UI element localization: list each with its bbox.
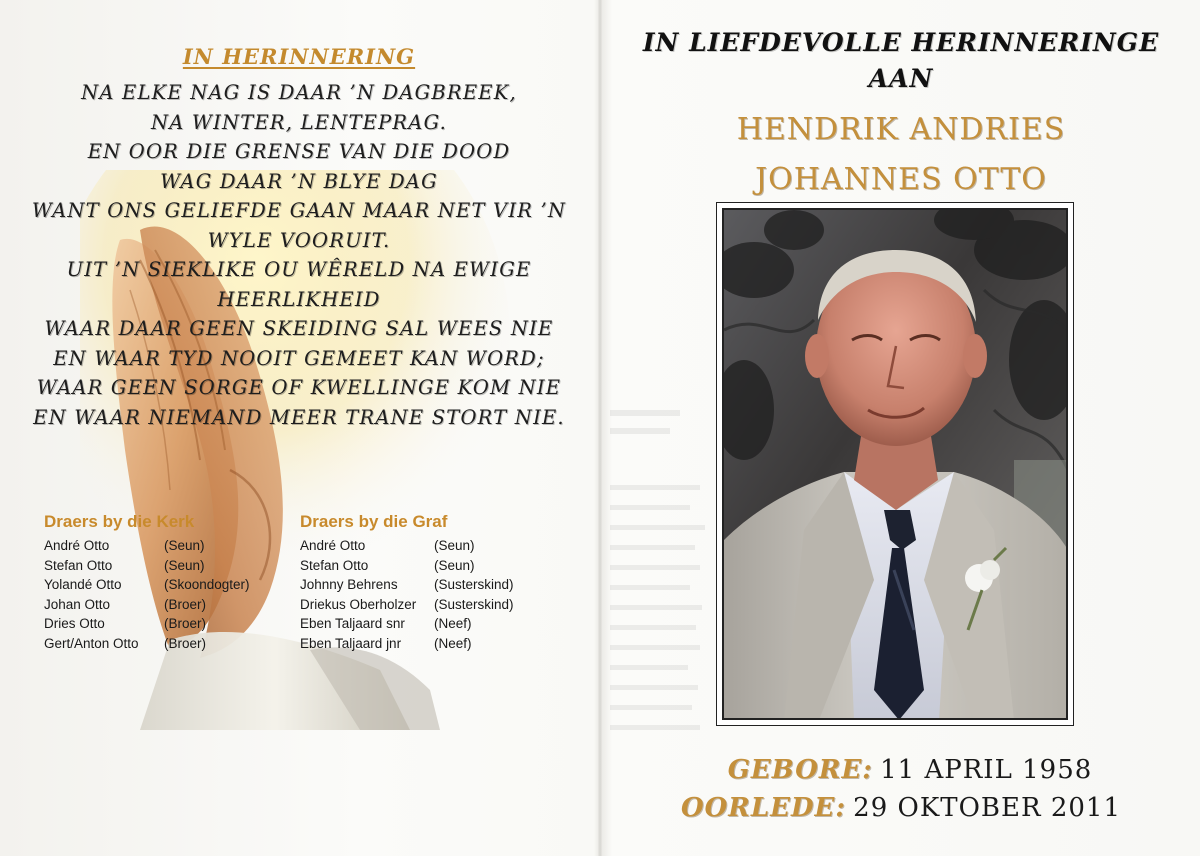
bearer-name: André Otto [44, 538, 110, 553]
poem-line: EN OOR DIE GRENSE VAN DIE DOOD [87, 140, 511, 163]
bearer-row [300, 634, 514, 654]
poem-line: WAG DAAR ’N BLYE DAG [160, 169, 438, 193]
grave-bearers-title: Draers by die Graf [300, 512, 448, 531]
bearer-name: André Otto [300, 538, 366, 553]
bearer-name: Gert/Anton Otto [44, 635, 139, 651]
bearer-name: Dries Otto [44, 616, 105, 631]
left-page [0, 0, 598, 856]
bearer-row [44, 536, 250, 556]
bearer-name: Stefan Otto [300, 557, 369, 573]
portrait-frame [716, 202, 1074, 726]
bearer-name: Johan Otto [44, 596, 111, 612]
poem-line: WAAR DAAR GEEN SKEIDING SAL WEES NIE [44, 317, 554, 340]
portrait-photo [722, 208, 1068, 720]
bearer-relation: (Neef) [434, 635, 472, 651]
poem-line: HEERLIKHEID [217, 287, 381, 311]
birth-date-line [602, 754, 1200, 785]
portrait-illustration [724, 210, 1068, 720]
bearer-row [300, 595, 514, 615]
poem-title: IN HERINNERING [182, 44, 416, 69]
bearer-name: Yolandé Otto [44, 577, 122, 592]
bearer-row [44, 595, 250, 615]
bearer-relation: (Broer) [164, 596, 207, 612]
church-bearers-title: Draers by die Kerk [44, 512, 195, 531]
bearer-name: Eben Taljaard jnr [300, 635, 402, 651]
death-date-line [602, 792, 1200, 823]
grave-bearers [300, 512, 514, 653]
bearer-relation: (Seun) [434, 557, 475, 573]
bearer-relation: (Susterskind) [434, 596, 514, 612]
poem-line: UIT ’N SIEKLIKE OU WÊRELD NA EWIGE [66, 258, 532, 281]
bearer-relation: (Seun) [164, 557, 205, 573]
bearer-row [44, 614, 250, 634]
bearer-row [44, 575, 250, 595]
poem [0, 78, 598, 432]
poem-line: EN WAAR NIEMAND MEER TRANE STORT NIE. [33, 405, 565, 429]
poem-line: NA WINTER, LENTEPRAG. [150, 110, 448, 134]
bearer-relation: (Susterskind) [434, 577, 514, 592]
bearer-row [300, 556, 514, 576]
bearer-row [300, 614, 514, 634]
bearer-name: Eben Taljaard snr [300, 616, 405, 631]
bearer-name: Johnny Behrens [300, 577, 398, 592]
poem-line: NA ELKE NAG IS DAAR ’N DAGBREEK, [81, 81, 517, 104]
bearer-relation: (Neef) [434, 616, 472, 631]
bearer-row [44, 634, 250, 654]
born-label: GEBORE: [727, 755, 873, 785]
poem-line: EN WAAR TYD NOOIT GEMEET KAN WORD; [53, 346, 545, 370]
bearer-row [44, 556, 250, 576]
bearer-name: Driekus Oberholzer [300, 596, 417, 612]
deceased-name-line-2: JOHANNES OTTO [755, 162, 1047, 197]
bearer-relation: (Broer) [164, 635, 207, 651]
bearer-relation: (Broer) [164, 616, 207, 631]
poem-line: WAAR GEEN SORGE OF KWELLINGE KOM NIE [36, 376, 562, 399]
born-date: 11 APRIL 1958 [880, 755, 1093, 785]
heading-line-2: AAN [868, 64, 934, 93]
right-page [602, 0, 1200, 856]
heading-line-1: IN LIEFDEVOLLE HERINNERINGE [642, 28, 1160, 57]
poem-line: WYLE VOORUIT. [207, 228, 391, 252]
died-label: OORLEDE: [680, 793, 846, 823]
deceased-name-line-1: HENDRIK ANDRIES [736, 112, 1066, 147]
bearer-row [300, 575, 514, 595]
bearer-row [300, 536, 514, 556]
bearer-relation: (Seun) [164, 538, 205, 553]
church-bearers [44, 512, 250, 653]
bearer-relation: (Skoondogter) [164, 577, 250, 592]
bearer-name: Stefan Otto [44, 557, 113, 573]
poem-line: WANT ONS GELIEFDE GAAN MAAR NET VIR ’N [31, 199, 567, 222]
bearer-relation: (Seun) [434, 538, 475, 553]
died-date: 29 OKTOBER 2011 [853, 793, 1122, 823]
